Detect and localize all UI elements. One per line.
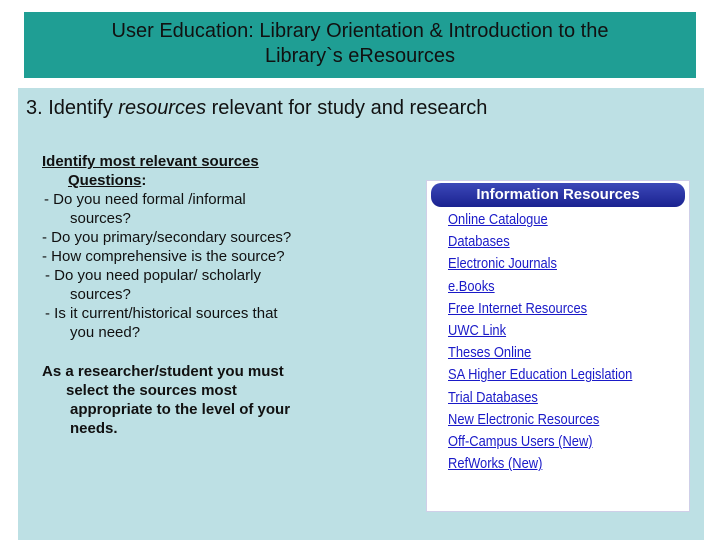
slide-title-line-2: Library`s eResources bbox=[264, 45, 456, 67]
questions-label: Questions bbox=[68, 172, 142, 189]
link-online-catalogue[interactable]: Online Catalogue bbox=[448, 211, 548, 228]
panel-header: Information Resources bbox=[431, 183, 685, 207]
researcher-line: appropriate to the level of your bbox=[70, 401, 291, 418]
question-line: sources? bbox=[70, 210, 131, 227]
section-heading bbox=[26, 97, 487, 120]
slide-content bbox=[18, 88, 704, 540]
identify-label: Identify most relevant sources bbox=[42, 153, 259, 170]
link-uwc-link[interactable]: UWC Link bbox=[448, 322, 507, 340]
question-line: - Do you need popular/ scholarly bbox=[45, 267, 261, 284]
slide-title-line-1: User Education: Library Orientation & Introduction to the bbox=[111, 20, 609, 42]
researcher-line: select the sources most bbox=[66, 382, 237, 399]
researcher-line: needs. bbox=[70, 420, 118, 437]
questions-colon: : bbox=[141, 172, 147, 189]
link-trial-databases[interactable]: Trial Databases bbox=[448, 388, 538, 406]
heading-prefix: 3. Identify bbox=[26, 97, 119, 119]
link-databases[interactable]: Databases bbox=[448, 233, 510, 251]
link-free-internet-resources[interactable]: Free Internet Resources bbox=[448, 299, 588, 317]
link-off-campus-users[interactable]: Off-Campus Users (New) bbox=[448, 433, 593, 451]
question-line: sources? bbox=[70, 286, 131, 303]
question-line: - Do you primary/secondary sources? bbox=[42, 229, 292, 246]
information-resources-panel bbox=[426, 180, 690, 512]
question-line: - How comprehensive is the source? bbox=[42, 248, 285, 265]
resource-links bbox=[448, 209, 662, 475]
link-theses-online[interactable]: Theses Online bbox=[448, 344, 532, 362]
questions-label-line bbox=[42, 171, 362, 190]
link-electronic-journals[interactable]: Electronic Journals bbox=[448, 255, 557, 273]
slide-title bbox=[24, 12, 696, 78]
heading-suffix: relevant for study and research bbox=[206, 97, 488, 119]
link-new-electronic-resources[interactable]: New Electronic Resources bbox=[448, 410, 600, 428]
heading-italic: resources bbox=[118, 97, 207, 119]
question-line: - Is it current/historical sources that bbox=[45, 305, 278, 322]
link-sa-higher-education-legislation[interactable]: SA Higher Education Legislation bbox=[448, 366, 633, 384]
link-refworks[interactable]: RefWorks (New) bbox=[448, 455, 543, 473]
body-text bbox=[42, 152, 362, 438]
researcher-line: As a researcher/student you must bbox=[42, 363, 284, 380]
question-line: you need? bbox=[70, 324, 141, 341]
question-line: - Do you need formal /informal bbox=[44, 191, 246, 208]
link-ebooks[interactable]: e.Books bbox=[448, 277, 495, 295]
